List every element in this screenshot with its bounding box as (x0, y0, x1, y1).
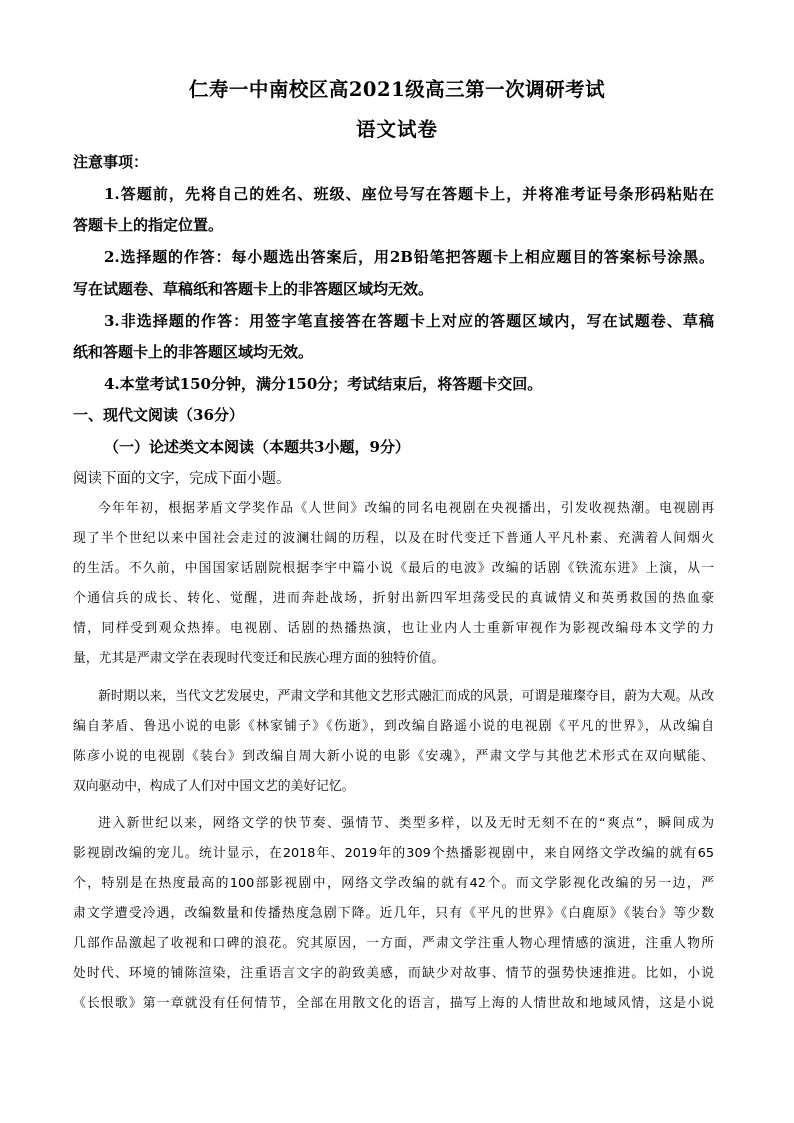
passage-p2-line-4: 双向驱动中，构成了人们对中国文艺的美好记忆。 (73, 779, 355, 794)
notice-item-4-line-1: 4.本堂考试150分钟，满分150分；考试结束后，将答题卡交回。 (104, 375, 543, 393)
passage-p2-line-2: 编自茅盾、鲁迅小说的电影《林家铺子》《伤逝》，到改编自路遥小说的电视剧《平凡的世界》，从改编自 (73, 719, 714, 734)
passage-p1-line-3: 的生活。不久前，中国国家话剧院根据李宇中篇小说《最后的电波》改编的话剧《铁流东进》上演，从一 (73, 561, 714, 576)
passage-p2-line-1: 新时期以来，当代文艺发展史，严肃文学和其他文艺形式融汇而成的风景，可谓是璀璨夺目，蔚为大观。从改 (98, 689, 714, 704)
notice-item-2-line-1: 2.选择题的作答：每小题选出答案后，用2B铅笔把答题卡上相应题目的答案标号涂黑。 (104, 248, 714, 266)
passage-p2-line-3: 陈彦小说的电视剧《装台》到改编自周大新小说的电影《安魂》，严肃文学与其他艺术形式在双向赋能、 (73, 749, 714, 764)
notice-item-1-line-2: 答题卡上的指定位置。 (73, 216, 224, 234)
passage-p3-line-5: 几部作品激起了收视和口碑的浪花。究其原因，一方面，严肃文学注重人物心理情感的演进，注重人物所 (73, 936, 714, 951)
passage-p3-line-7: 《长恨歌》第一章就没有任何情节，全部在用散文化的语言，描写上海的人情世故和地域风情，这是小说 (73, 996, 714, 1011)
passage-p3-line-4: 肃文学遭受冷遇，改编数量和传播热度急剧下降。近几年，只有《平凡的世界》《白鹿原》《装台》等少数 (73, 906, 714, 921)
subsection-heading: （一）论述类文本阅读（本题共3小题，9分） (104, 438, 410, 456)
passage-p1-line-5: 情，同样受到观众热捧。电视剧、话剧的热播热演，也让业内人士重新审视作为影视改编母本文学的力 (73, 621, 714, 636)
passage-p1-line-1: 今年年初，根据茅盾文学奖作品《人世间》改编的同名电视剧在央视播出，引发收视热潮。电视剧再 (98, 501, 714, 516)
instruction-text: 阅读下面的文字，完成下面小题。 (73, 471, 291, 487)
passage-p3-line-3: 个，特别是在热度最高的100部影视剧中，网络文学改编的就有42个。而文学影视化改编的另一边，严 (73, 876, 714, 891)
notice-heading: 注意事项： (73, 153, 149, 171)
passage-p3-line-2: 影视剧改编的宠儿。统计显示，在2018年、2019年的309个热播影视剧中，来自网络文学改编的就有65 (73, 846, 714, 861)
passage-p1-line-2: 现了半个世纪以来中国社会走过的波澜壮阔的历程，以及在时代变迁下普通人平凡朴素、充满着人间烟火 (73, 531, 714, 546)
passage-p1-line-4: 个通信兵的成长、转化、觉醒，进而奔赴战场，折射出新四军坦荡受民的真诚情义和英勇救国的热血豪 (73, 591, 714, 606)
exam-title: 仁寿一中南校区高2021级高三第一次调研考试 (188, 78, 606, 101)
passage-p3-line-1: 进入新世纪以来，网络文学的快节奏、强情节、类型多样，以及无时无刻不在的“爽点”，瞬间成为 (98, 816, 714, 831)
notice-item-1-line-1: 1.答题前，先将自己的姓名、班级、座位号写在答题卡上，并将准考证号条形码粘贴在 (104, 185, 714, 203)
exam-subtitle: 语文试卷 (355, 118, 438, 141)
notice-item-3-line-1: 3.非选择题的作答：用签字笔直接答在答题卡上对应的答题区域内，写在试题卷、草稿 (104, 312, 714, 330)
passage-p3-line-6: 处时代、环境的铺陈渲染，注重语言文字的韵致美感，而缺少对故事、情节的强势快速推进。比如，小说 (73, 966, 714, 981)
notice-item-3-line-2: 纸和答题卡上的非答题区域均无效。 (73, 343, 314, 361)
notice-item-2-line-2: 写在试题卷、草稿纸和答题卡上的非答题区域均无效。 (73, 280, 434, 298)
section-heading: 一、现代文阅读（36分） (73, 406, 244, 424)
passage-p1-line-6: 量，尤其是严肃文学在表现时代变迁和民族心理方面的独特价值。 (73, 651, 445, 666)
